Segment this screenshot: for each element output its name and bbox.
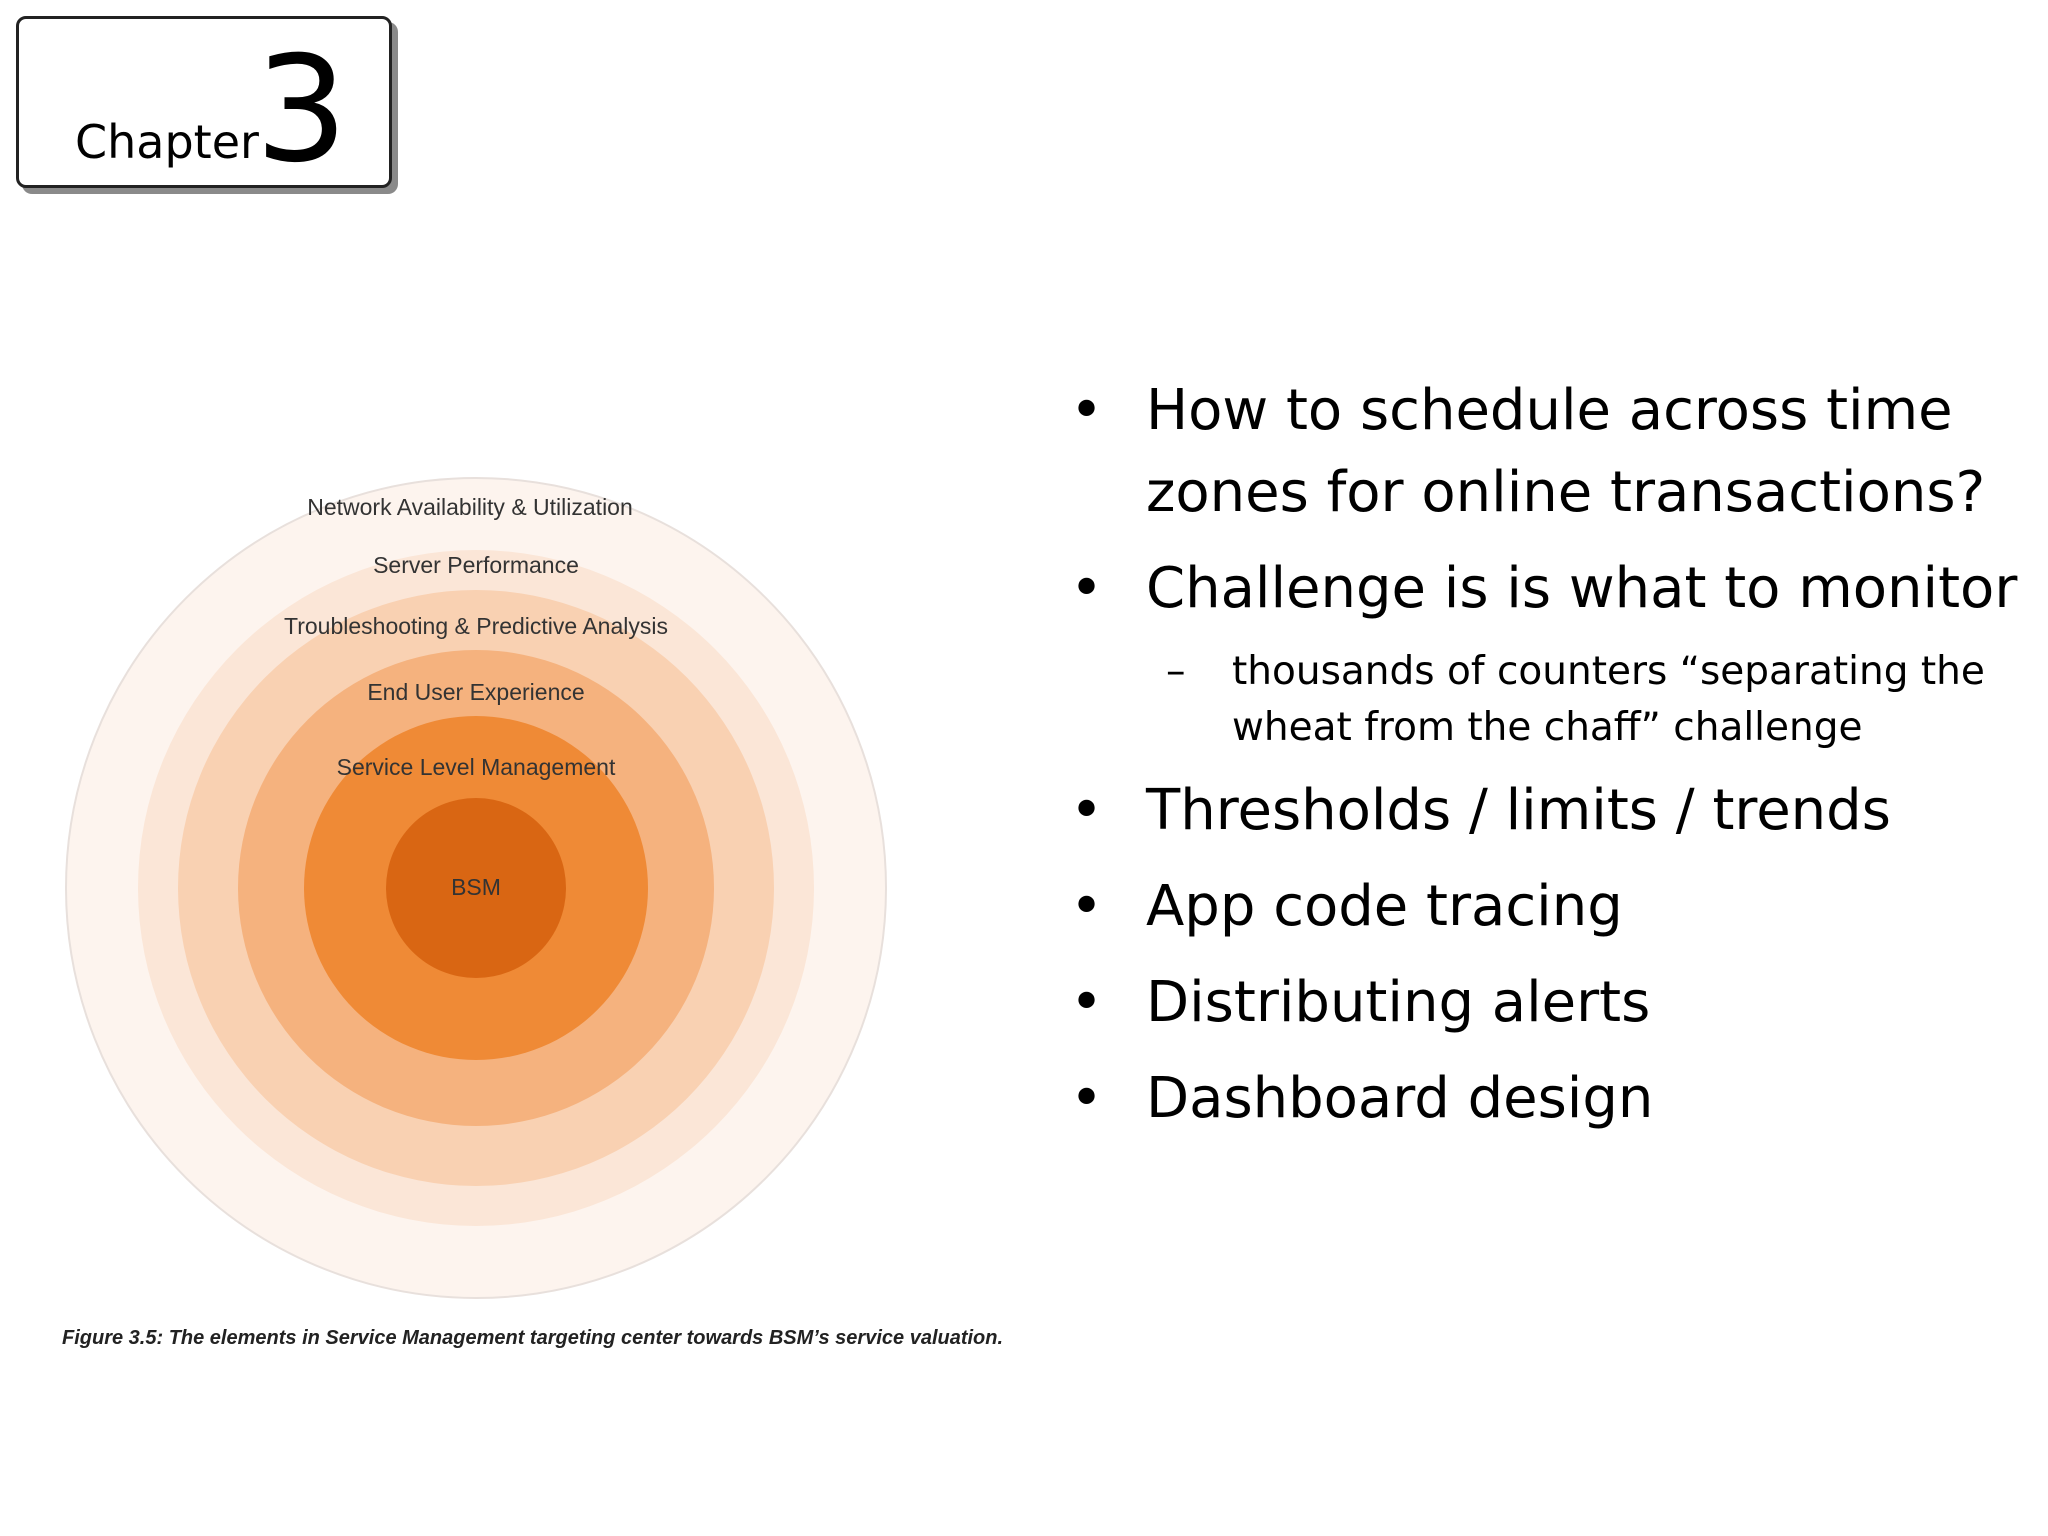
bullet-dot: • (1070, 970, 1104, 1035)
sub-bullet-dash: – (1166, 649, 1186, 694)
bullet-dot: • (1070, 1066, 1104, 1131)
sub-bullet-text: thousands of counters “separating the wheat from the chaff” challenge (1232, 649, 1985, 750)
bullet-text: Thresholds / limits / trends (1146, 778, 1891, 843)
bullet-item (1070, 770, 2030, 852)
bullet-dot: • (1070, 874, 1104, 939)
bullet-dot: • (1070, 556, 1104, 621)
ring-label-troubleshooting: Troubleshooting & Predictive Analysis (284, 613, 668, 639)
bullet-item (1070, 370, 2030, 534)
bullet-text: Dashboard design (1146, 1066, 1654, 1131)
bullet-text: How to schedule across time zones for online transactions? (1146, 378, 1986, 525)
bullet-dot: • (1070, 778, 1104, 843)
chapter-number: 3 (255, 25, 348, 195)
ring-label-server: Server Performance (373, 552, 579, 578)
chapter-label: Chapter (75, 115, 259, 169)
bullet-item (1070, 548, 2030, 630)
concentric-rings-diagram (40, 440, 1080, 1380)
ring-label-network: Network Availability & Utilization (307, 494, 633, 520)
ring-label-end-user: End User Experience (367, 679, 585, 705)
bullet-item (1070, 1058, 2030, 1140)
figure-caption: Figure 3.5: The elements in Service Management targeting center towards BSM’s service valuation. (62, 1327, 1004, 1349)
bullet-item (1070, 866, 2030, 948)
ring-label-slm: Service Level Management (336, 754, 616, 780)
bullet-list (1070, 370, 2030, 1154)
chapter-badge (16, 16, 392, 195)
bullet-dot: • (1070, 378, 1104, 443)
bullet-item (1070, 962, 2030, 1044)
bullet-text: Distributing alerts (1146, 970, 1651, 1035)
bullet-text: App code tracing (1146, 874, 1623, 939)
targeting-circles-figure (40, 440, 1080, 1380)
bullet-text: Challenge is is what to monitor (1146, 556, 2018, 621)
ring-label-bsm: BSM (451, 874, 501, 900)
sub-bullet-item (1070, 644, 2030, 756)
